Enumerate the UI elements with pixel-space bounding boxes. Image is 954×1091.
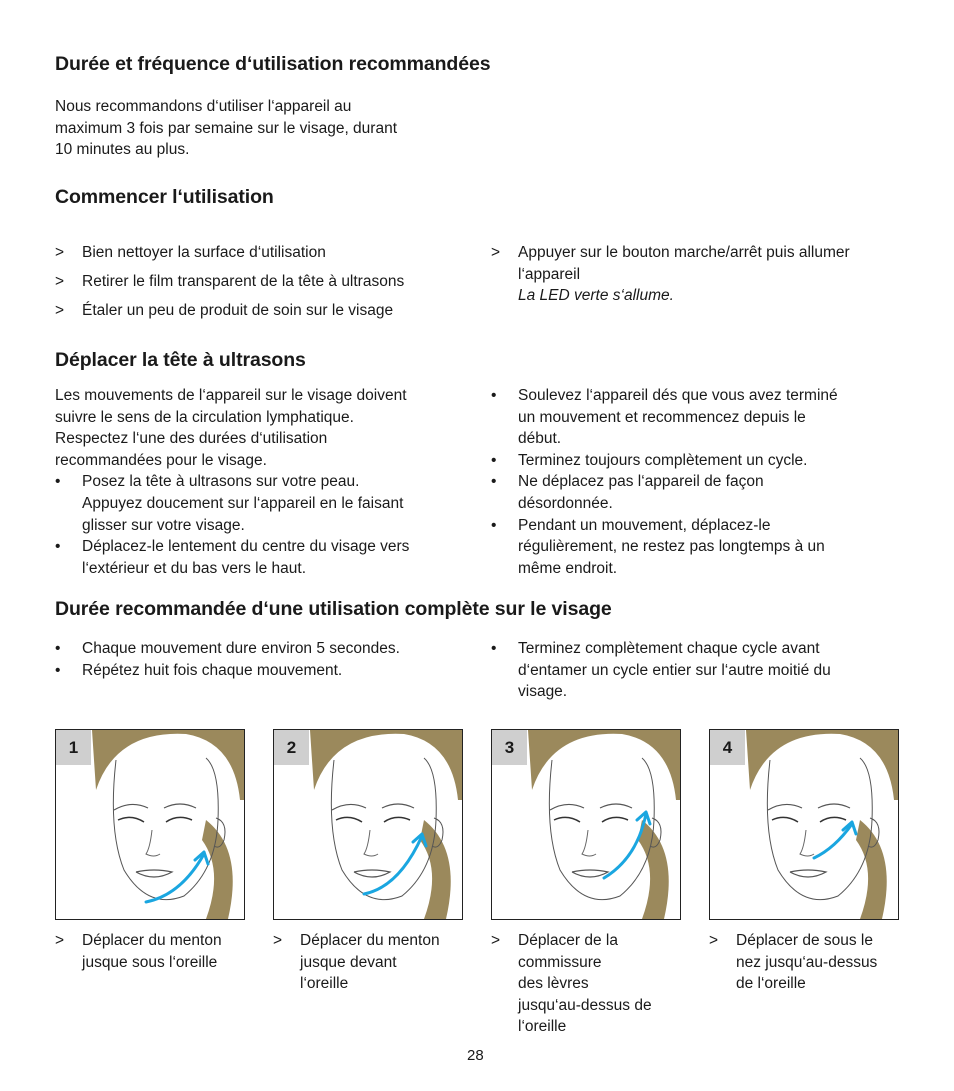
arrow-marker: > bbox=[55, 302, 65, 320]
arrow-marker: > bbox=[709, 932, 719, 949]
heading-move-head: Déplacer la tête à ultrasons bbox=[55, 349, 306, 371]
heading-duration-frequency: Durée et fréquence d‘utilisation recommandées bbox=[55, 53, 491, 75]
eye-right bbox=[384, 817, 410, 822]
brow-right bbox=[382, 804, 414, 808]
face-outline bbox=[331, 758, 436, 900]
list-item: • Chaque mouvement dure environ 5 secondes. bbox=[55, 638, 475, 660]
eye-right bbox=[602, 817, 628, 822]
text-line: suivre le sens de la circulation lymphatique. bbox=[55, 408, 354, 426]
move-left-column bbox=[55, 385, 465, 579]
heading-recommended-duration: Durée recommandée d‘une utilisation complète sur le visage bbox=[55, 598, 612, 620]
bullet: • bbox=[55, 538, 61, 556]
mouth bbox=[136, 870, 172, 877]
hair-top bbox=[528, 730, 680, 800]
bullet: • bbox=[55, 640, 61, 657]
bullet: • bbox=[55, 473, 61, 491]
figure-number: 2 bbox=[274, 730, 309, 765]
brow-left bbox=[768, 804, 802, 810]
brow-left bbox=[332, 804, 366, 810]
duration-right-column bbox=[491, 638, 911, 703]
nose bbox=[146, 830, 160, 856]
eye-left bbox=[554, 817, 580, 822]
nose bbox=[582, 830, 596, 856]
brow-left bbox=[550, 804, 584, 810]
movement-arrow bbox=[814, 824, 852, 858]
figure-number: 4 bbox=[710, 730, 745, 765]
arrow-marker: > bbox=[55, 932, 65, 949]
text-line: Les mouvements de l‘appareil sur le visage doivent bbox=[55, 387, 407, 404]
face-outline bbox=[113, 758, 218, 900]
caption-3 bbox=[491, 930, 681, 1038]
bullet: • bbox=[55, 661, 61, 679]
text-line: maximum 3 fois par semaine sur le visage, durant bbox=[55, 119, 398, 137]
brow-left bbox=[114, 804, 148, 810]
text-line: recommandées pour le visage. bbox=[55, 451, 267, 469]
bullet: • bbox=[491, 387, 497, 404]
list-item: > Bien nettoyer la surface d‘utilisation bbox=[55, 242, 465, 264]
list-item: • Pendant un mouvement, déplacez-le régulièrement, ne restez pas longtemps à un même endroit. bbox=[491, 516, 825, 577]
list-item: • Terminez toujours complètement un cycle. bbox=[491, 450, 911, 472]
hair-top bbox=[310, 730, 462, 800]
mouth bbox=[572, 870, 608, 877]
move-right-column bbox=[491, 385, 911, 579]
list-item: > Déplacer de la commissure des lèvres jusqu‘au-dessus de l‘oreille bbox=[491, 932, 652, 1036]
mouth bbox=[790, 870, 826, 877]
figure-1 bbox=[55, 729, 245, 920]
bullet: • bbox=[491, 516, 497, 534]
face-outline bbox=[549, 758, 654, 900]
list-item: • Répétez huit fois chaque mouvement. bbox=[55, 660, 475, 682]
ponytail bbox=[202, 820, 233, 919]
list-item: > Retirer le film transparent de la tête à ultrasons bbox=[55, 271, 465, 293]
list-item: > Déplacer du menton jusque sous l‘oreille bbox=[55, 932, 222, 971]
eye-right bbox=[820, 817, 846, 822]
list-item: • Soulevez l‘appareil dés que vous avez terminé un mouvement et recommencez depuis le début. bbox=[491, 387, 838, 448]
face-outline bbox=[767, 758, 872, 900]
list-item: • Terminez complètement chaque cycle avant d‘entamer un cycle entier sur l‘autre moitié du visage. bbox=[491, 640, 831, 701]
arrow-marker: > bbox=[55, 244, 65, 261]
led-note: La LED verte s‘allume. bbox=[518, 287, 674, 305]
brow-right bbox=[818, 804, 850, 808]
figure-number: 3 bbox=[492, 730, 527, 765]
brow-right bbox=[600, 804, 632, 808]
eye-right bbox=[166, 817, 192, 822]
arrow-marker: > bbox=[491, 932, 501, 949]
caption-1 bbox=[55, 930, 245, 973]
start-steps-right bbox=[491, 242, 911, 307]
caption-2 bbox=[273, 930, 463, 995]
bullet: • bbox=[491, 451, 497, 469]
arrow-marker: > bbox=[491, 244, 501, 261]
text-line: 10 minutes au plus. bbox=[55, 141, 190, 159]
list-item: > Déplacer du menton jusque devant l‘oreille bbox=[273, 932, 440, 993]
list-item: • Ne déplacez pas l‘appareil de façon désordonnée. bbox=[491, 473, 764, 512]
arrow-marker: > bbox=[273, 932, 283, 949]
hair-top bbox=[92, 730, 244, 800]
nose bbox=[364, 830, 378, 856]
caption-4 bbox=[709, 930, 899, 995]
eye-left bbox=[118, 817, 144, 822]
ponytail bbox=[638, 820, 669, 919]
figure-number: 1 bbox=[56, 730, 91, 765]
page-number: 28 bbox=[467, 1047, 484, 1064]
duration-left-column bbox=[55, 638, 475, 681]
list-item: > Étaler un peu de produit de soin sur le visage bbox=[55, 300, 465, 322]
heading-start-usage: Commencer l‘utilisation bbox=[55, 186, 274, 208]
nose bbox=[800, 830, 814, 856]
movement-arrow bbox=[604, 814, 646, 878]
ponytail bbox=[420, 820, 451, 919]
eye-left bbox=[772, 817, 798, 822]
brow-right bbox=[164, 804, 196, 808]
list-item: • Déplacez-le lentement du centre du visage vers l‘extérieur et du bas vers le haut. bbox=[55, 538, 410, 577]
duration-paragraph bbox=[55, 96, 475, 161]
bullet: • bbox=[491, 473, 497, 491]
figure-3 bbox=[491, 729, 681, 920]
start-steps-left bbox=[55, 242, 465, 322]
list-item: • Posez la tête à ultrasons sur votre peau. Appuyez doucement sur l‘appareil en le faisant glisser sur votre visage. bbox=[55, 473, 404, 534]
mouth bbox=[354, 870, 390, 877]
ponytail bbox=[856, 820, 887, 919]
bullet: • bbox=[491, 640, 497, 657]
arrow-marker: > bbox=[55, 273, 65, 291]
eye-left bbox=[336, 817, 362, 822]
list-item: > Déplacer de sous le nez jusqu‘au-dessus de l‘oreille bbox=[709, 932, 878, 993]
figure-2 bbox=[273, 729, 463, 920]
text-line: Nous recommandons d‘utiliser l‘appareil au bbox=[55, 98, 352, 115]
figure-4 bbox=[709, 729, 899, 920]
text-line: Respectez l‘une des durées d‘utilisation bbox=[55, 430, 328, 448]
hair-top bbox=[746, 730, 898, 800]
list-item: > Appuyer sur le bouton marche/arrêt puis allumer l‘appareil La LED verte s‘allume. bbox=[491, 242, 911, 307]
